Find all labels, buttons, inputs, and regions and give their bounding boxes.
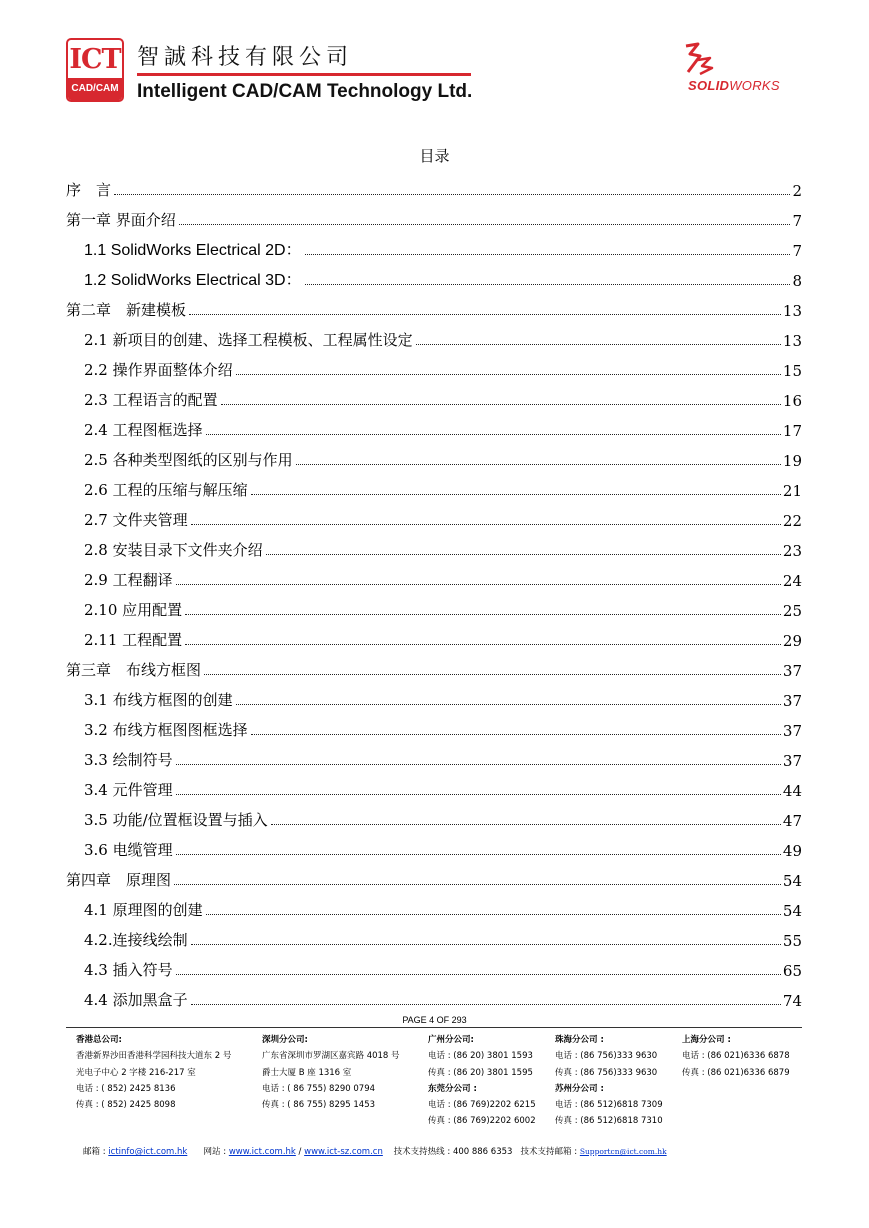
toc-entry-page: 15: [782, 362, 802, 380]
office-line: 传真 : ( 86 755) 8295 1453: [262, 1100, 376, 1111]
toc-entry[interactable]: [66, 200, 802, 230]
toc-entry[interactable]: [66, 290, 802, 320]
toc-entry[interactable]: [66, 560, 802, 590]
toc-entry-page: 7: [792, 242, 802, 260]
solidworks-ds-logo-icon: [678, 42, 714, 76]
office-line: 广东省深圳市罗湖区嘉宾路 4018 号: [262, 1051, 400, 1062]
toc-entry-label: 2.8 安装目录下文件夹介绍: [84, 541, 263, 559]
office-line: 爵士大厦 B 座 1316 室: [262, 1067, 352, 1078]
toc-dot-leader: [236, 703, 781, 705]
toc-dot-leader: [185, 613, 781, 615]
toc-entry-page: 17: [782, 422, 802, 440]
toc-dot-leader: [266, 553, 781, 555]
toc-dot-leader: [305, 253, 791, 255]
toc-entry-label: 1.2 SolidWorks Electrical 3D：: [84, 272, 302, 289]
office-name: 深圳分公司:: [262, 1035, 308, 1045]
toc-entry-page: 19: [782, 452, 802, 470]
office-line: 电话 : (86 512)6818 7309: [555, 1100, 663, 1111]
header-divider: [137, 73, 471, 76]
office-name: 苏州分公司 :: [555, 1083, 604, 1094]
company-name-chinese: 智誠科技有限公司: [137, 45, 354, 70]
toc-entry-label: 2.3 工程语言的配置: [84, 391, 218, 409]
office-line: 光电子中心 2 字楼 216-217 室: [76, 1067, 196, 1078]
toc-entry-label: 第四章 原理图: [66, 871, 172, 889]
toc-entry-label: 3.6 电缆管理: [84, 841, 173, 859]
toc-entry-label: 2.2 操作界面整体介绍: [84, 361, 233, 379]
toc-entry[interactable]: [66, 380, 802, 410]
toc-entry[interactable]: [66, 470, 802, 500]
footer-divider: [66, 1027, 802, 1028]
office-zhuhai-suzhou: [555, 1032, 663, 1130]
toc-dot-leader: [176, 853, 781, 855]
toc-dot-leader: [271, 823, 781, 825]
office-hong-kong: [76, 1032, 231, 1113]
office-line: 传真 : (86 769)2202 6002: [428, 1116, 536, 1127]
table-of-contents: [66, 170, 802, 1010]
toc-entry[interactable]: [66, 590, 802, 620]
page-number: PAGE 4 OF 293: [402, 1015, 467, 1025]
toc-entry-label: 序 言: [66, 181, 112, 199]
office-line: 电话 : (86 021)6336 6878: [682, 1051, 790, 1062]
toc-entry[interactable]: [66, 680, 802, 710]
toc-dot-leader: [206, 433, 781, 435]
toc-entry[interactable]: [66, 770, 802, 800]
toc-entry[interactable]: [66, 890, 802, 920]
office-name: 珠海分公司 :: [555, 1035, 604, 1045]
office-line: 传真 : ( 852) 2425 8098: [76, 1100, 176, 1111]
office-line: 电话 : (86 20) 3801 1593: [428, 1051, 533, 1062]
office-guangzhou-dongguan: [428, 1032, 536, 1130]
toc-dot-leader: [191, 1003, 781, 1005]
website-label: 网站 :: [203, 1147, 229, 1157]
toc-dot-leader: [174, 883, 781, 885]
toc-entry-label: 3.5 功能/位置框设置与插入: [84, 811, 268, 829]
toc-entry-label: 3.4 元件管理: [84, 781, 173, 799]
toc-entry-label: 2.1 新项目的创建、选择工程模板、工程属性设定: [84, 331, 413, 349]
toc-entry-label: 2.6 工程的压缩与解压缩: [84, 481, 248, 499]
toc-entry-page: 55: [782, 932, 802, 950]
website-separator: /: [295, 1147, 305, 1157]
contact-bar: [83, 1145, 667, 1157]
brand-suffix: WORKS: [729, 78, 780, 93]
toc-entry[interactable]: [66, 620, 802, 650]
toc-entry-page: 25: [782, 602, 802, 620]
logo-bottom-text: CAD/CAM: [68, 78, 122, 102]
toc-entry[interactable]: [66, 260, 802, 290]
toc-entry-page: 16: [782, 392, 802, 410]
toc-dot-leader: [114, 193, 790, 195]
toc-entry[interactable]: [66, 440, 802, 470]
toc-entry[interactable]: [66, 350, 802, 380]
toc-entry-label: 3.3 绘制符号: [84, 751, 173, 769]
office-line: 电话 : ( 86 755) 8290 0794: [262, 1083, 376, 1094]
office-line: 电话 : (86 769)2202 6215: [428, 1100, 536, 1111]
toc-entry-label: 1.1 SolidWorks Electrical 2D：: [84, 242, 302, 259]
office-line: 电话 : ( 852) 2425 8136: [76, 1083, 176, 1094]
toc-entry-label: 3.2 布线方框图图框选择: [84, 721, 248, 739]
toc-title: 目录: [419, 147, 450, 165]
toc-entry-page: 8: [792, 272, 802, 290]
office-line: 香港新界沙田香港科学园科技大道东 2 号: [76, 1051, 232, 1062]
toc-dot-leader: [189, 313, 781, 315]
toc-dot-leader: [236, 373, 781, 375]
office-name: 广州分公司:: [428, 1035, 474, 1045]
toc-entry[interactable]: [66, 950, 802, 980]
toc-dot-leader: [416, 343, 781, 345]
toc-entry-page: 7: [792, 212, 802, 230]
office-line: 传真 : (86 20) 3801 1595: [428, 1067, 533, 1078]
office-shenzhen: [262, 1032, 400, 1113]
company-name-english: Intelligent CAD/CAM Technology Ltd.: [137, 81, 473, 102]
toc-entry-label: 2.11 工程配置: [84, 631, 183, 649]
toc-entry-label: 2.7 文件夹管理: [84, 511, 188, 529]
toc-entry-label: 3.1 布线方框图的创建: [84, 691, 233, 709]
toc-entry-label: 2.5 各种类型图纸的区别与作用: [84, 451, 293, 469]
toc-entry-page: 13: [782, 332, 802, 350]
toc-entry[interactable]: [66, 860, 802, 890]
toc-dot-leader: [176, 973, 781, 975]
toc-dot-leader: [176, 763, 781, 765]
toc-entry-page: 47: [782, 812, 802, 830]
toc-entry-label: 2.10 应用配置: [84, 601, 183, 619]
office-name: 香港总公司:: [76, 1035, 122, 1045]
toc-entry-page: 37: [782, 722, 802, 740]
toc-entry[interactable]: [66, 500, 802, 530]
office-line: 电话 : (86 756)333 9630: [555, 1051, 658, 1062]
toc-entry[interactable]: [66, 320, 802, 350]
toc-entry-page: 13: [782, 302, 802, 320]
office-line: 传真 : (86 756)333 9630: [555, 1067, 658, 1078]
support-email-label: 技术支持邮箱 :: [520, 1147, 580, 1157]
toc-entry-label: 第二章 新建模板: [66, 301, 187, 319]
solidworks-wordmark: [688, 78, 780, 93]
toc-entry-page: 23: [782, 542, 802, 560]
website-link-ict-sz[interactable]: www.ict-sz.com.cn: [304, 1147, 383, 1157]
hotline-text: 技术支持热线 : 400 886 6353: [393, 1147, 513, 1157]
office-name: 东莞分公司 :: [428, 1083, 477, 1094]
brand-prefix: SOLID: [688, 78, 730, 93]
toc-entry-label: 第一章 界面介绍: [66, 211, 176, 229]
toc-entry[interactable]: [66, 230, 802, 260]
support-email-link[interactable]: Supportcn@ict.com.hk: [579, 1147, 667, 1156]
toc-dot-leader: [176, 583, 781, 585]
office-name: 上海分公司 :: [682, 1035, 731, 1045]
toc-dot-leader: [191, 523, 781, 525]
toc-entry-page: 44: [782, 782, 802, 800]
toc-entry-page: 37: [782, 662, 802, 680]
toc-entry[interactable]: [66, 740, 802, 770]
toc-entry-label: 4.4 添加黑盒子: [84, 991, 188, 1009]
toc-entry[interactable]: [66, 650, 802, 680]
toc-entry[interactable]: [66, 530, 802, 560]
toc-entry[interactable]: [66, 830, 802, 860]
toc-entry-page: 2: [792, 182, 802, 200]
toc-entry-page: 74: [782, 992, 802, 1010]
toc-entry-page: 54: [782, 872, 802, 890]
toc-dot-leader: [179, 223, 791, 225]
toc-dot-leader: [191, 943, 781, 945]
toc-dot-leader: [305, 283, 791, 285]
toc-entry-page: 22: [782, 512, 802, 530]
toc-entry-label: 2.9 工程翻译: [84, 571, 173, 589]
toc-entry[interactable]: [66, 710, 802, 740]
toc-dot-leader: [185, 643, 781, 645]
toc-dot-leader: [251, 733, 781, 735]
office-line: 传真 : (86 512)6818 7310: [555, 1116, 663, 1127]
toc-entry-page: 29: [782, 632, 802, 650]
toc-entry-label: 4.3 插入符号: [84, 961, 173, 979]
toc-entry-page: 24: [782, 572, 802, 590]
toc-entry[interactable]: [66, 920, 802, 950]
toc-entry-page: 49: [782, 842, 802, 860]
toc-dot-leader: [296, 463, 781, 465]
toc-entry[interactable]: [66, 410, 802, 440]
office-line: 传真 : (86 021)6336 6879: [682, 1067, 790, 1078]
toc-dot-leader: [206, 913, 781, 915]
toc-dot-leader: [251, 493, 781, 495]
ict-logo: [66, 38, 124, 102]
logo-top-text: ICT: [69, 44, 121, 75]
toc-dot-leader: [221, 403, 781, 405]
toc-entry-page: 21: [782, 482, 802, 500]
toc-entry[interactable]: [66, 800, 802, 830]
website-link-ict[interactable]: www.ict.com.hk: [228, 1147, 296, 1157]
toc-dot-leader: [204, 673, 781, 675]
toc-dot-leader: [176, 793, 781, 795]
toc-entry-page: 54: [782, 902, 802, 920]
toc-entry-page: 37: [782, 692, 802, 710]
toc-entry-label: 4.1 原理图的创建: [84, 901, 203, 919]
toc-entry-label: 第三章 布线方框图: [66, 661, 202, 679]
email-label: 邮箱 :: [83, 1147, 109, 1157]
email-link[interactable]: ictinfo@ict.com.hk: [108, 1147, 188, 1157]
toc-entry[interactable]: [66, 980, 802, 1010]
office-shanghai: [682, 1032, 790, 1081]
toc-entry-label: 2.4 工程图框选择: [84, 421, 203, 439]
toc-entry-page: 65: [782, 962, 802, 980]
toc-entry[interactable]: [66, 170, 802, 200]
toc-entry-label: 4.2.连接线绘制: [84, 931, 188, 949]
toc-entry-page: 37: [782, 752, 802, 770]
